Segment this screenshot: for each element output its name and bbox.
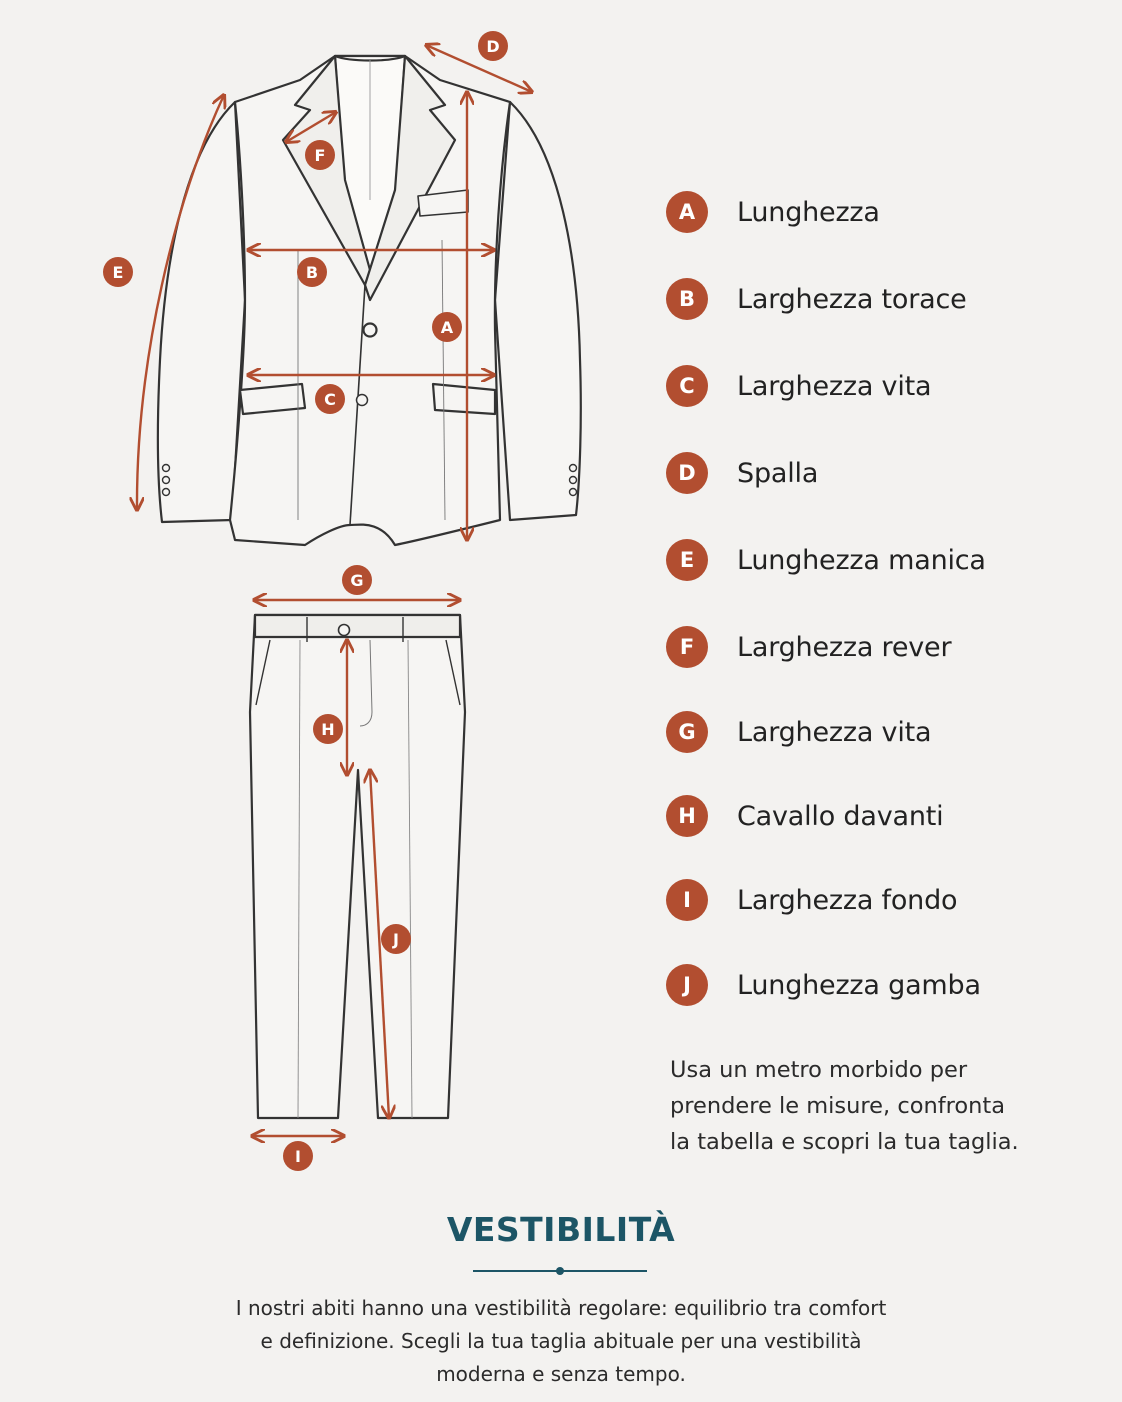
jacket-button-bottom (357, 395, 368, 406)
jacket-left-sleeve (158, 102, 245, 522)
svg-text:B: B (305, 263, 319, 282)
legend-item-a (666, 190, 880, 234)
svg-text:F: F (314, 146, 326, 165)
fit-line: moderna e senza tempo. (436, 1362, 686, 1386)
measuring-note (670, 1052, 1020, 1160)
fit-description (160, 1292, 962, 1391)
legend-label: Lunghezza manica (737, 544, 986, 576)
badge-h-diagram (313, 714, 343, 744)
legend-badge: J (666, 964, 708, 1006)
trousers-body (250, 615, 465, 1118)
fit-divider (473, 1264, 647, 1278)
note-line: Usa un metro morbido per (670, 1057, 968, 1083)
trousers-button (339, 625, 350, 636)
badge-b-diagram (297, 257, 327, 287)
legend-badge: C (666, 365, 708, 407)
legend-item-j (666, 963, 981, 1007)
svg-text:I: I (295, 1147, 301, 1166)
legend-badge: E (666, 539, 708, 581)
jacket-button-top (364, 324, 377, 337)
badge-i-diagram (283, 1141, 313, 1171)
svg-text:C: C (324, 390, 336, 409)
legend-label: Larghezza vita (737, 716, 932, 748)
svg-text:H: H (321, 720, 335, 739)
legend-badge: D (666, 452, 708, 494)
legend-item-e (666, 538, 986, 582)
legend-label: Lunghezza (737, 196, 880, 228)
legend-item-i (666, 878, 957, 922)
legend-label: Larghezza torace (737, 283, 967, 315)
badge-a-diagram (432, 312, 462, 342)
badge-e-diagram (103, 257, 133, 287)
fit-line: I nostri abiti hanno una vestibilità regolare: equilibrio tra comfort (235, 1296, 887, 1320)
legend-label: Lunghezza gamba (737, 969, 981, 1001)
svg-text:A: A (440, 318, 454, 337)
badge-j-diagram (381, 924, 411, 954)
svg-text:D: D (486, 37, 500, 56)
legend-item-b (666, 277, 967, 321)
legend-item-c (666, 364, 931, 408)
badge-f-diagram (305, 140, 335, 170)
legend-item-h (666, 794, 943, 838)
legend-label: Larghezza rever (737, 631, 952, 663)
legend-badge: F (666, 626, 708, 668)
svg-text:G: G (350, 571, 364, 590)
legend-label: Cavallo davanti (737, 800, 944, 832)
jacket-right-sleeve (495, 102, 581, 520)
note-line: la tabella e scopri la tua taglia. (670, 1129, 1019, 1155)
legend-label: Larghezza vita (737, 370, 932, 402)
legend-badge: I (666, 879, 708, 921)
legend-badge: A (666, 191, 708, 233)
trousers-illustration (250, 615, 465, 1118)
legend-label: Larghezza fondo (737, 884, 958, 916)
legend-item-d (666, 451, 818, 495)
badge-g-diagram (342, 565, 372, 595)
legend-label: Spalla (737, 457, 819, 489)
fit-title: VESTIBILITÀ (446, 1210, 676, 1249)
badge-d-diagram (478, 31, 508, 61)
legend-badge: B (666, 278, 708, 320)
legend-badge: H (666, 795, 708, 837)
jacket-left-pocket (240, 384, 305, 414)
legend-item-g (666, 710, 931, 754)
svg-text:E: E (112, 263, 124, 282)
trousers-waistband (255, 615, 460, 637)
legend-item-f (666, 625, 951, 669)
svg-text:J: J (393, 930, 399, 949)
jacket-illustration (158, 56, 581, 545)
fit-line: e definizione. Scegli la tua taglia abituale per una vestibilità (260, 1329, 862, 1353)
badge-c-diagram (315, 384, 345, 414)
legend-badge: G (666, 711, 708, 753)
note-line: prendere le misure, confronta (670, 1093, 1006, 1119)
jacket-right-pocket (433, 384, 495, 414)
